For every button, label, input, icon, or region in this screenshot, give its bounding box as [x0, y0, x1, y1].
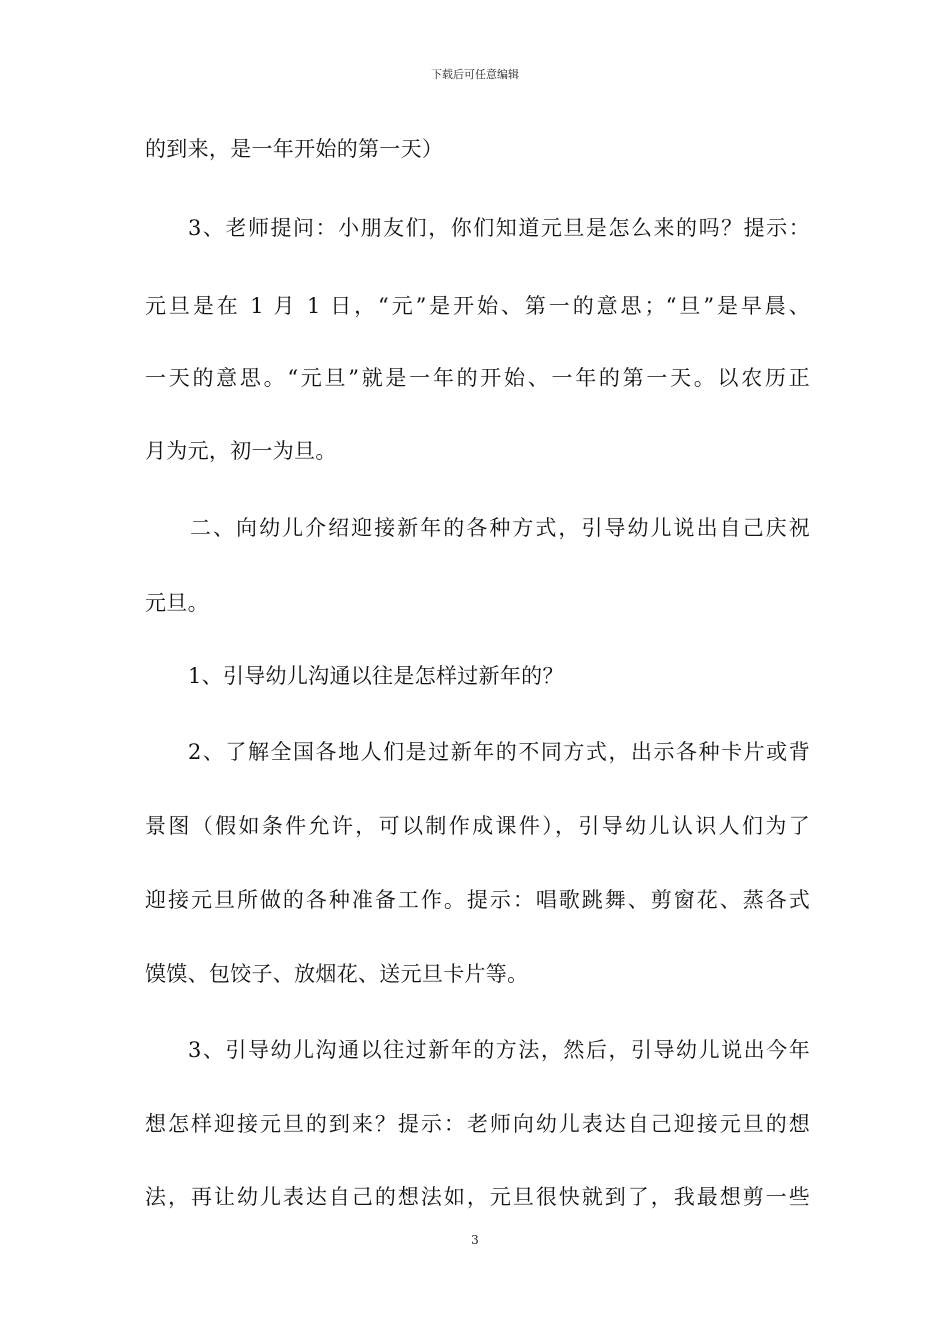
- body-line-14: 想怎样迎接元旦的到来？提示：老师向幼儿表达自己迎接元旦的想: [145, 1112, 810, 1136]
- page-header: 下载后可任意编辑: [431, 68, 519, 81]
- body-line-9: 2、了解全国各地人们是过新年的不同方式，出示各种卡片或背: [188, 740, 810, 764]
- body-line-12: 馍馍、包饺子、放烟花、送元旦卡片等。: [145, 962, 529, 986]
- body-line-11: 迎接元旦所做的各种准备工作。提示：唱歌跳舞、剪窗花、蒸各式: [145, 888, 810, 912]
- section-heading-line-2: 元旦。: [145, 591, 209, 615]
- body-line-8: 1、引导幼儿沟通以往是怎样过新年的？: [188, 664, 564, 688]
- body-line-15: 法，再让幼儿表达自己的想法如，元旦很快就到了，我最想剪一些: [145, 1185, 810, 1209]
- page-number: 3: [471, 1233, 479, 1247]
- body-line-4: 一天的意思。“元旦”就是一年的开始、一年的第一天。以农历正: [145, 366, 810, 390]
- body-line-3: 元旦是在 1 月 1 日，“元”是开始、第一的意思；“旦”是早晨、: [145, 294, 810, 318]
- body-line-2: 3、老师提问：小朋友们，你们知道元旦是怎么来的吗？提示：: [188, 216, 810, 240]
- body-line-5: 月为元，初一为旦。: [145, 439, 337, 463]
- body-line-10: 景图（假如条件允许，可以制作成课件），引导幼儿认识人们为了: [145, 814, 810, 838]
- body-line-1: 的到来，是一年开始的第一天）: [145, 137, 444, 161]
- body-line-13: 3、引导幼儿沟通以往过新年的方法，然后，引导幼儿说出今年: [188, 1038, 810, 1062]
- section-heading-line-1: 二、向幼儿介绍迎接新年的各种方式，引导幼儿说出自己庆祝: [190, 516, 810, 540]
